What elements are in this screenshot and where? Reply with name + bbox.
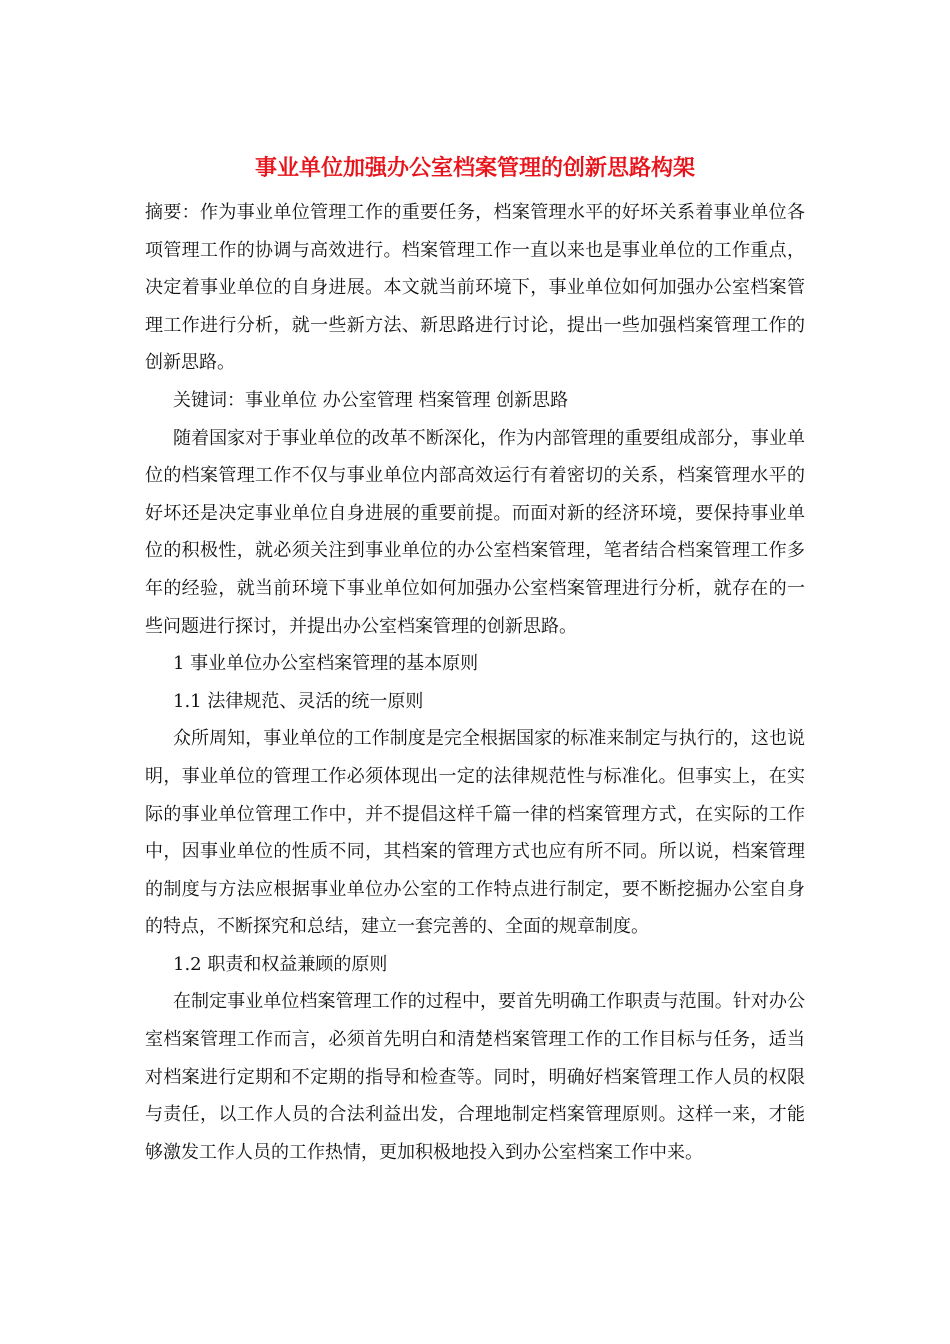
section-heading: 1 事业单位办公室档案管理的基本原则 bbox=[173, 653, 479, 675]
document-title: 事业单位加强办公室档案管理的创新思路构架 bbox=[254, 155, 695, 181]
keywords-paragraph: 关键词：事业单位 办公室管理 档案管理 创新思路 bbox=[173, 389, 569, 411]
body-paragraph: 众所周知，事业单位的工作制度是完全根据国家的标准来制定与执行的，这也说明，事业单位的管理工作必须体现出一定的法律规范性与标准化。但事实上，在实际的事业单位管理工作中，并不提倡这样千篇一律的档案管理方式，在实际的工作中，因事业单位的性质不同，其档案的管理方式也应有所不同。所以说，档案管理的制度与方法应根据事业单位办公室的工作特点进行制定，要不断挖掘办公室自身的特点，不断探究和总结，建立一套完善的、全面的规章制度。 bbox=[145, 728, 805, 938]
body-paragraph: 在制定事业单位档案管理工作的过程中，要首先明确工作职责与范围。针对办公室档案管理工作而言，必须首先明白和清楚档案管理工作的工作目标与任务，适当对档案进行定期和不定期的指导和检查等。同时，明确好档案管理工作人员的权限与责任，以工作人员的合法利益出发，合理地制定档案管理原则。这样一来，才能够激发工作人员的工作热情，更加积极地投入到办公室档案工作中来。 bbox=[145, 991, 805, 1163]
subsection-heading: 1.2 职责和权益兼顾的原则 bbox=[173, 953, 388, 975]
intro-paragraph: 随着国家对于事业单位的改革不断深化，作为内部管理的重要组成部分，事业单位的档案管理工作不仅与事业单位内部高效运行有着密切的关系，档案管理水平的好坏还是决定事业单位自身进展的重要前提。而面对新的经济环境，要保持事业单位的积极性，就必须关注到事业单位的办公室档案管理，笔者结合档案管理工作多年的经验，就当前环境下事业单位如何加强办公室档案管理进行分析，就存在的一些问题进行探讨，并提出办公室档案管理的创新思路。 bbox=[145, 427, 805, 637]
subsection-heading: 1.1 法律规范、灵活的统一原则 bbox=[173, 690, 424, 712]
abstract-paragraph: 摘要：作为事业单位管理工作的重要任务，档案管理水平的好坏关系着事业单位各项管理工作的协调与高效进行。档案管理工作一直以来也是事业单位的工作重点，决定着事业单位的自身进展。本文就当前环境下，事业单位如何加强办公室档案管理工作进行分析，就一些新方法、新思路进行讨论，提出一些加强档案管理工作的创新思路。 bbox=[145, 202, 805, 374]
document-body bbox=[145, 194, 805, 1171]
